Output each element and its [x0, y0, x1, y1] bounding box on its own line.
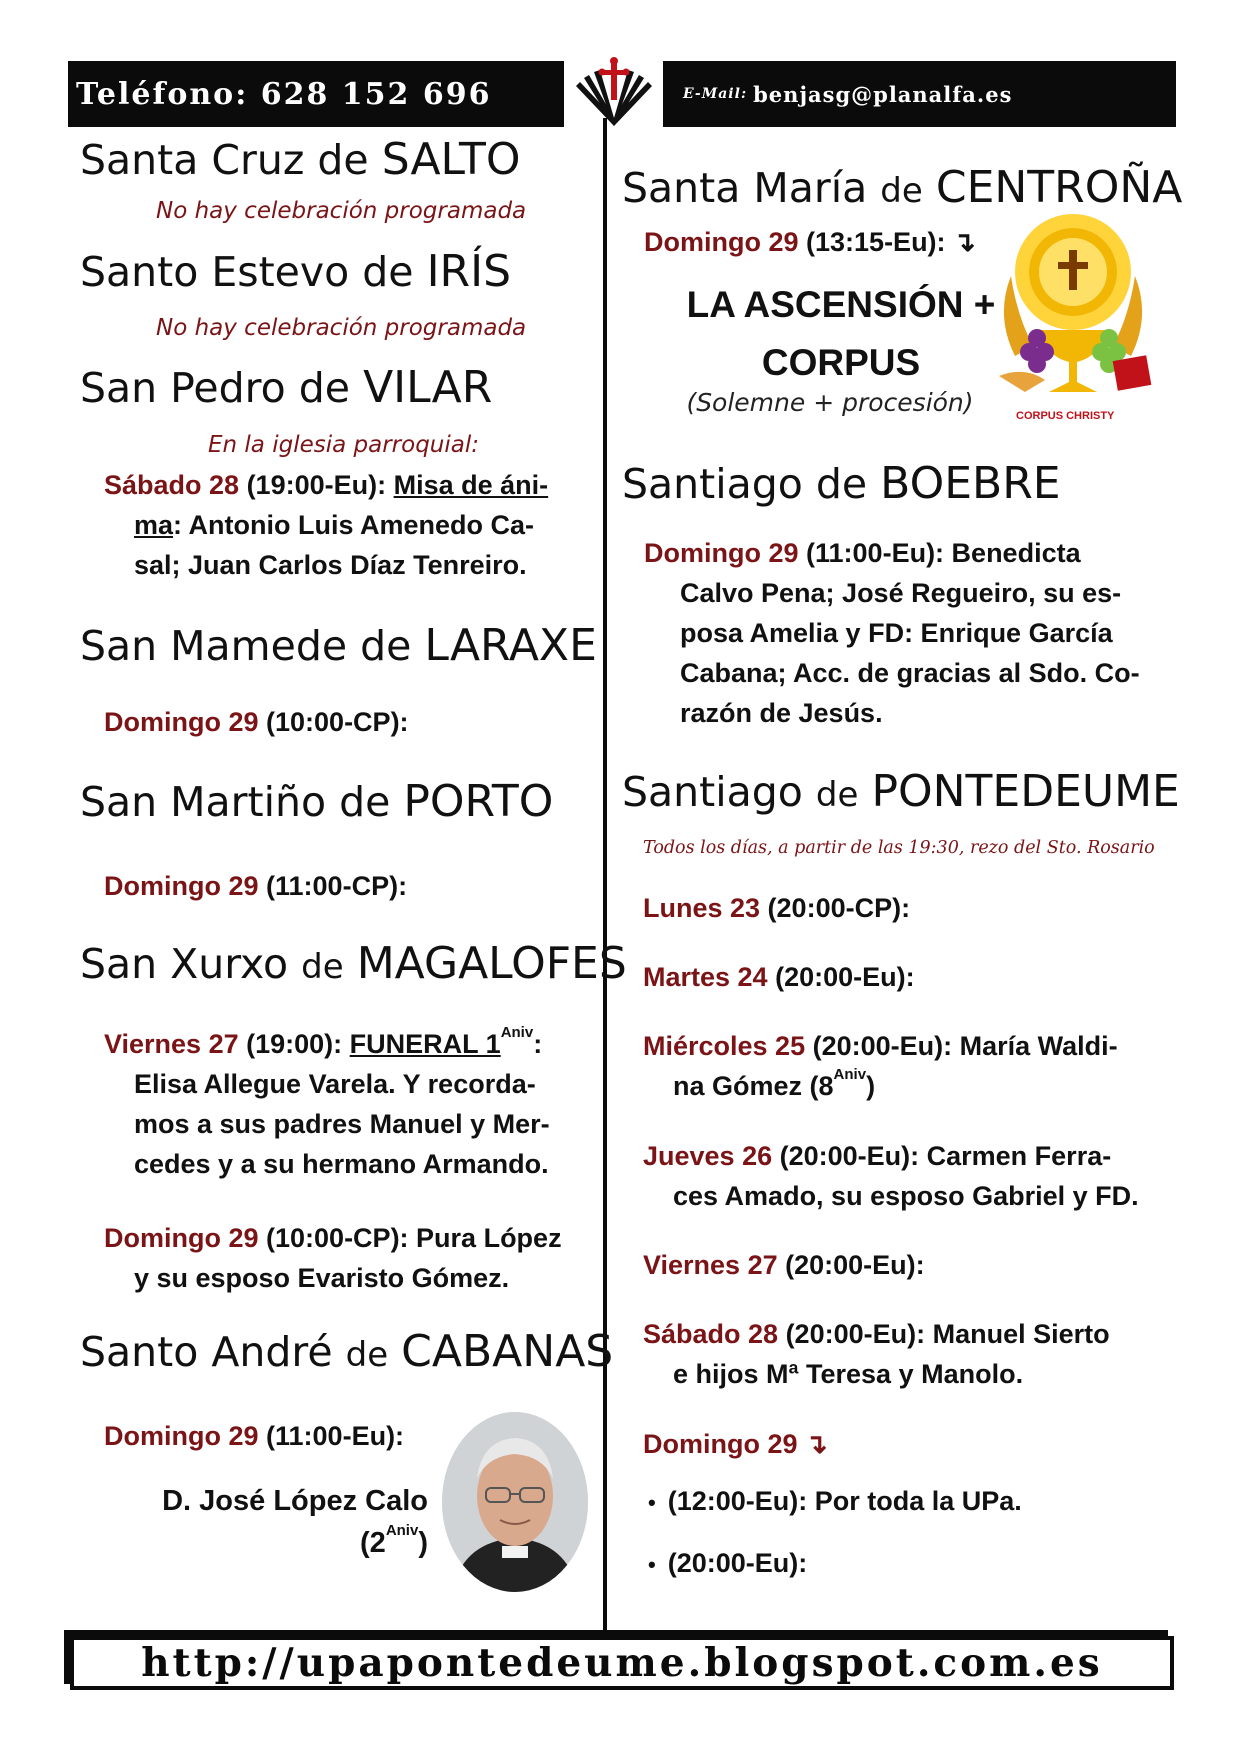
pontedeume-miercoles: Miércoles 25 (20:00-Eu): María Waldi- na Gómez $(8^{Aniv})$: [643, 1031, 1118, 1101]
santiago-cross-emblem-icon: [566, 56, 662, 132]
parish-title-salto: Santa Cruz de SALTO: [80, 134, 521, 185]
magalofes-entry-funeral: Viernes 27 (19:00): FUNERAL $1^{Aniv}$: Elisa Allegue Varela. Y recorda- mos a sus padres Manuel y Mer- cedes y a su hermano Armando.: [104, 1024, 550, 1179]
pontedeume-lunes: Lunes 23 (20:00-CP):: [643, 893, 911, 923]
pontedeume-sabado: Sábado 28 (20:00-Eu): Manuel Sierto e hijos Mª Teresa y Manolo.: [643, 1319, 1110, 1389]
blog-url-banner[interactable]: [70, 1636, 1174, 1690]
rosario-note: Todos los días, a partir de las 19:30, rezo del Sto. Rosario: [643, 838, 1155, 858]
column-divider: [603, 118, 607, 1638]
corpus-christi-chalice-icon: [985, 206, 1161, 426]
parish-title-cabanas: Santo André de CABANAS: [80, 1326, 614, 1377]
email-text[interactable]: benjasg@planalfa.es: [753, 81, 1013, 107]
pontedeume-domingo-bullet-2: • (20:00-Eu):: [648, 1548, 807, 1579]
ascension-subtitle: (Solemne + procesión): [686, 388, 974, 417]
boebre-entry: Domingo 29 (11:00-Eu): Benedicta Calvo Pena; José Regueiro, su es- posa Amelia y FD: Enrique García Cabana; Acc. de gracias al Sdo. Co- razón de Jesús.: [644, 538, 1140, 728]
no-celebration-salto: No hay celebración programada: [156, 198, 527, 224]
priest-portrait-image: [442, 1412, 588, 1592]
parish-title-pontedeume: Santiago de PONTEDEUME: [622, 766, 1180, 817]
vilar-location-note: En la iglesia parroquial:: [208, 432, 480, 458]
cabanas-person: D. José López Calo $(2^{Aniv})$: [162, 1485, 428, 1559]
ascension-corpus-heading: LA ASCENSIÓN + CORPUS: [686, 284, 996, 383]
pontedeume-martes: Martes 24 (20:00-Eu):: [643, 962, 915, 992]
pontedeume-jueves: Jueves 26 (20:00-Eu): Carmen Ferra- ces Amado, su esposo Gabriel y FD.: [643, 1141, 1139, 1211]
magalofes-entry-domingo: Domingo 29 (10:00-CP): Pura López y su esposo Evaristo Gómez.: [104, 1223, 562, 1293]
priest-portrait: [442, 1412, 588, 1592]
parish-title-laraxe: San Mamede de LARAXE: [80, 620, 597, 671]
pontedeume-domingo-bullet-1: • (12:00-Eu): Por toda la UPa.: [648, 1486, 1022, 1517]
porto-entry: Domingo 29 (11:00-CP):: [104, 871, 408, 901]
parish-title-iris: Santo Estevo de IRÍS: [80, 246, 512, 297]
email-banner: [663, 61, 1176, 127]
centrona-entry: Domingo 29 (13:15-Eu): ↴: [644, 227, 976, 257]
no-celebration-iris: No hay celebración programada: [156, 315, 527, 341]
vilar-entry: Sábado 28 (19:00-Eu): Misa de áni- ma: Antonio Luis Amenedo Ca- sal; Juan Carlos Díaz Tenreiro.: [104, 470, 549, 580]
phone-text: Teléfono: 628 152 696: [76, 76, 492, 112]
parish-title-magalofes: San Xurxo de MAGALOFES: [80, 938, 627, 989]
pontedeume-viernes: Viernes 27 (20:00-Eu):: [643, 1250, 925, 1280]
email-label: E-Mail:: [683, 86, 748, 102]
parish-title-boebre: Santiago de BOEBRE: [622, 458, 1061, 509]
parish-title-vilar: San Pedro de VILAR: [80, 362, 493, 413]
cabanas-entry: Domingo 29 (11:00-Eu):: [104, 1421, 405, 1451]
blog-url-text[interactable]: http://upapontedeume.blogspot.com.es: [141, 1640, 1103, 1686]
parish-title-porto: San Martiño de PORTO: [80, 776, 554, 827]
pontedeume-domingo: Domingo 29 ↴: [643, 1429, 828, 1459]
phone-banner: [68, 61, 564, 127]
chalice-caption: CORPUS CHRISTY: [1016, 410, 1115, 422]
parish-title-centrona: Santa María de CENTROÑA: [622, 162, 1183, 213]
laraxe-entry: Domingo 29 (10:00-CP):: [104, 707, 409, 737]
